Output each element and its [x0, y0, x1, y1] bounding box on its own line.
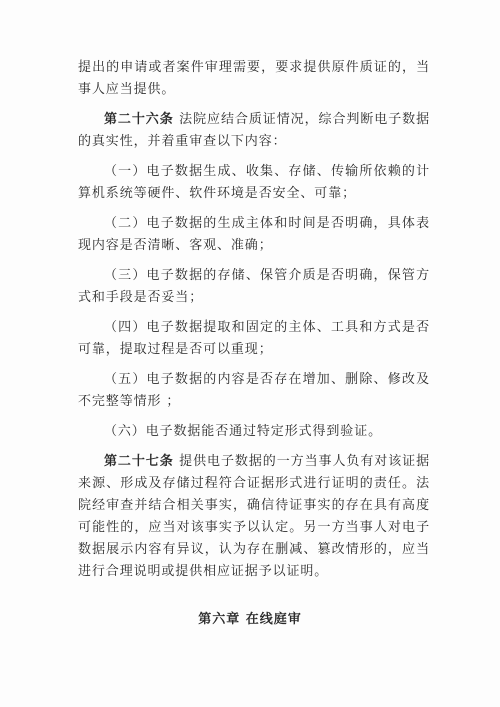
list-item-text: （一）电子数据生成、收集、存储、传输所依赖的计算机系统等硬件、软件环境是否安全、可靠；: [78, 164, 430, 201]
list-item-text: （五）电子数据的内容是否存在增加、删除、修改及不完整等情形 ；: [78, 372, 430, 409]
article-label: 第二十六条: [104, 112, 180, 127]
paragraph-continuation: [78, 57, 430, 101]
list-item-text: （三）电子数据的存储、保管介质是否明确，保管方式和手段是否妥当；: [78, 268, 430, 305]
article-text: 提供电子数据的一方当事人负有对该证据来源、形成及存储过程符合证据形式进行证明的责任。法院经审查并结合相关事实，确信待证事实的存在具有高度可能性的，应当对该事实予以认定。另一方当事人对电子数据展示内容有异议，认为存在删减、篡改情形的，应当进行合理说明或提供相应证据予以证明。: [78, 454, 430, 579]
article-27: [78, 451, 430, 583]
list-item-5: [78, 369, 430, 413]
article-text: 法院应结合质证情况，综合判断电子数据的真实性，并着重审查以下内容：: [78, 112, 430, 149]
list-item-4: [78, 317, 430, 361]
article-26: [78, 109, 430, 153]
list-item-text: （六）电子数据能否通过特定形式得到验证。: [104, 424, 383, 439]
paragraph-text: 提出的申请或者案件审理需要，要求提供原件质证的，当事人应当提供。: [78, 60, 430, 97]
chapter-title: 第六章 在线庭审: [198, 612, 302, 627]
list-item-6: [78, 421, 430, 443]
article-label: 第二十七条: [104, 454, 180, 469]
list-item-1: [78, 161, 430, 205]
list-item-text: （二）电子数据的生成主体和时间是否明确，具体表现内容是否清晰、客观、准确；: [78, 216, 430, 253]
list-item-text: （四）电子数据提取和固定的主体、工具和方式是否可靠，提取过程是否可以重现；: [78, 320, 430, 357]
document-body: [78, 57, 430, 583]
list-item-3: [78, 265, 430, 309]
list-item-2: [78, 213, 430, 257]
